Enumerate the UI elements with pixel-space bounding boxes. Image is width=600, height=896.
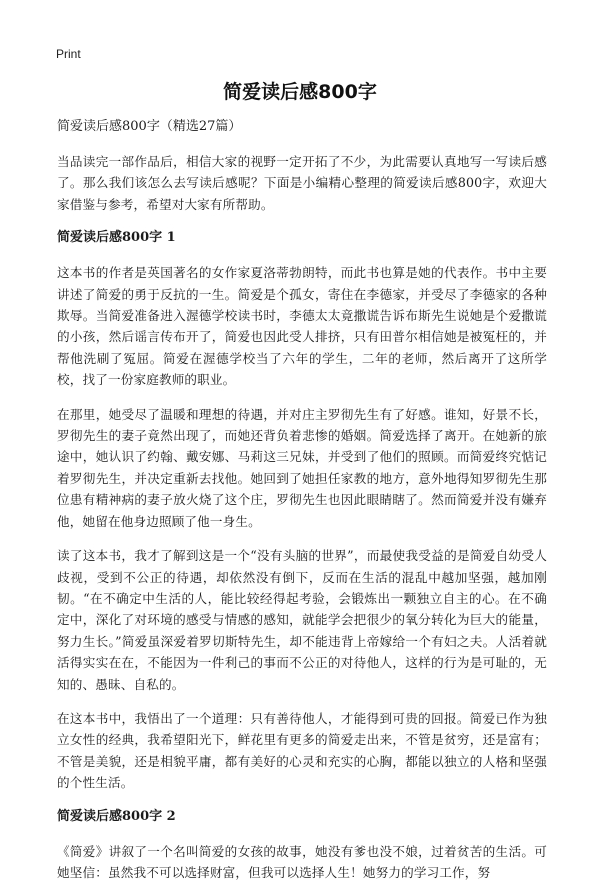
document-subtitle: 简爱读后感800字（精选27篇）	[57, 119, 242, 134]
document-body	[57, 117, 547, 896]
section-1-paragraph-1: 这本书的作者是英国著名的女作家夏洛蒂勃朗特，而此书也算是她的代表作。书中主要讲述了简爱的勇于反抗的一生。简爱是个孤女，寄住在李德家，并受尽了李德家的各种欺辱。当简爱准备进入渥德学校读书时，李德太太竟撒谎告诉布斯先生说她是个爱撒谎的小孩，然后谣言传布开了，简爱也因此受人排挤，只有田普尔相信她是被冤枉的，并帮他洗刷了冤屈。简爱在渥德学校当了六年的学生，二年的老师，然后离开了这所学校，找了一份家庭教师的职业。	[57, 265, 547, 388]
document-title: 简爱读后感800字	[223, 81, 377, 103]
section-heading-1: 简爱读后感800字 1	[57, 230, 176, 246]
print-link[interactable]: Print	[56, 47, 81, 61]
section-1-paragraph-2: 在那里，她受尽了温暖和理想的待遇，并对庄主罗彻先生有了好感。谁知，好景不长，罗彻先生的妻子竟然出现了，而她还背负着悲惨的婚姻。简爱选择了离开。在她新的旅途中，她认识了约翰、戴安娜、马莉这三兄妹，并受到了他们的照顾。而简爱终究惦记着罗彻先生，并决定重新去找他。她回到了她担任家教的地方，意外地得知罗彻先生那位患有精神病的妻子放火烧了这个庄，罗彻先生也因此眼睛瞎了。然而简爱并没有嫌弃他，她留在他身边照顾了他一身生。	[57, 406, 547, 529]
section-1-paragraph-4: 在这本书中，我悟出了一个道理：只有善待他人，才能得到可贵的回报。简爱已作为独立女性的经典，我希望阳光下，鲜花里有更多的简爱走出来，不管是贫穷，还是富有；不管是美貌，还是相貌平庸，都有美好的心灵和充实的心胸，都能以独立的人格和坚强的个性生活。	[57, 710, 547, 791]
section-2-paragraph-1: 《简爱》讲叙了一个名叫简爱的女孩的故事，她没有爹也没不娘，过着贫苦的生活。可她坚信：虽然我不可以选择财富，但我可以选择人生！她努力的学习工作，努	[57, 843, 547, 880]
intro-paragraph: 当品读完一部作品后，相信大家的视野一定开拓了不少，为此需要认真地写一写读后感了。那么我们该怎么去写读后感呢？下面是小编精心整理的简爱读后感800字，欢迎大家借鉴与参考，希望对大家有所帮助。	[57, 154, 547, 212]
section-heading-2: 简爱读后感800字 2	[57, 808, 176, 824]
section-1-paragraph-3: 读了这本书，我才了解到这是一个“没有头脑的世界”，而最使我受益的是简爱自幼受人歧视，受到不公正的待遇，却依然没有倒下，反而在生活的混乱中越加坚强，越加刚韧。“在不确定中生活的人，能比较经得起考验，会锻炼出一颗独立自主的心。在不确定中，深化了对环境的感受与情感的感知，就能学会把很少的氧分转化为巨大的能量，努力生长。”简爱虽深爱着罗切斯特先生，却不能违背上帝嫁给一个有妇之夫。人活着就活得实实在在，不能因为一件利己的事而不公正的对待他人，这样的行为是可耻的，无知的、愚昧、自私的。	[57, 548, 547, 692]
